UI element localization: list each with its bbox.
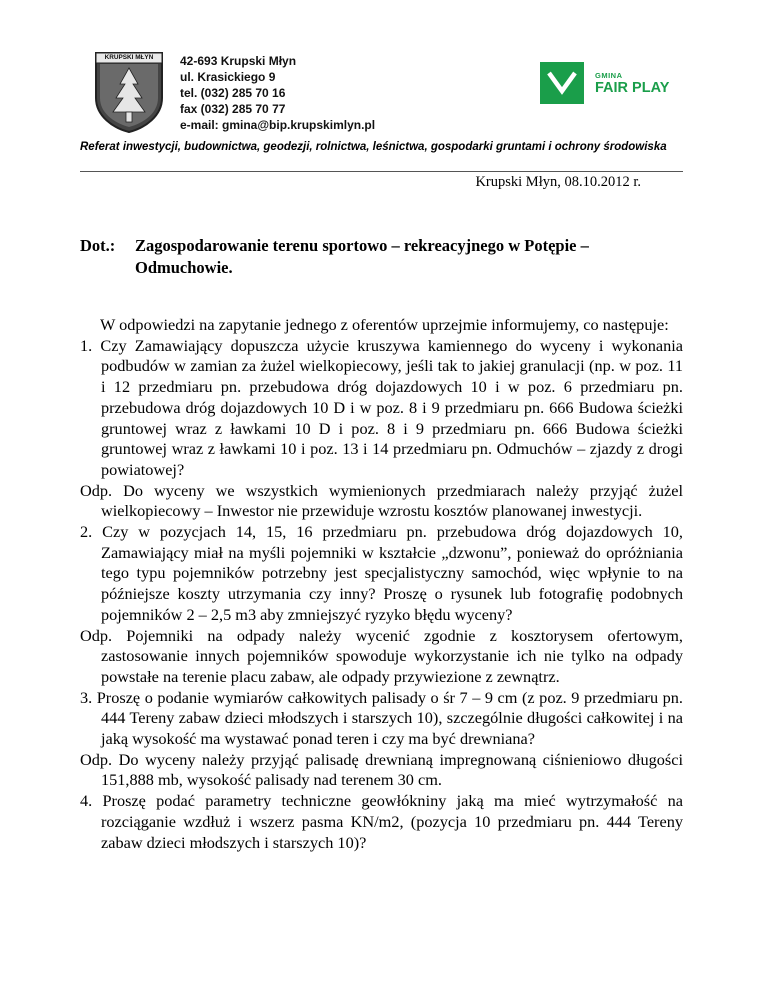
answer-3: Odp. Do wyceny należy przyjąć palisadę drewnianą impregnowaną ciśnieniowo długości 151,888 mb, wysokość palisady nad terenem 30 cm. bbox=[80, 749, 683, 790]
question-1: 1. Czy Zamawiający dopuszcza użycie kruszywa kamiennego do wyceny i wykonania podbudów w zamian za żużel wielkopiecowy, jeśli tak to jakiej granulacji (np. w poz. 11 i 12 przedmiaru pn. przebudowa dróg dojazdowych 10 i w poz. 6 przedmiaru pn. przebudowa dróg dojazdowych 10 D i w poz. 8 i 9 przedmiaru pn. 666 Budowa ścieżki gruntowej wraz z ławkami 10 D i poz. 8 i 9 przedmiaru pn. 666 Budowa ścieżki gruntowej wraz z ławkami 10 i poz. 13 i 14 przedmiaru pn. Odmuchów – zjazdy z drogi powiatowej? bbox=[80, 335, 683, 479]
header-divider bbox=[80, 171, 683, 172]
fair-play-small-text: GMINA bbox=[595, 71, 623, 80]
address-line: 42-693 Krupski Młyn bbox=[180, 54, 297, 68]
emblem-text: KRUPSKI MŁYN bbox=[104, 54, 154, 61]
letter-date: Krupski Młyn, 08.10.2012 r. bbox=[475, 174, 641, 190]
letter-body bbox=[80, 315, 683, 853]
intro-paragraph: W odpowiedzi na zapytanie jednego z oferentów uprzejmie informujemy, co następuje: bbox=[100, 315, 669, 334]
answer-1: Odp. Do wyceny we wszystkich wymienionych przedmiarach należy przyjąć żużel wielkopiecowy – Inwestor nie przewiduje wzrostu kosztów planowanej inwestycji. bbox=[80, 480, 683, 521]
department-name: Referat inwestycji, budownictwa, geodezji, rolnictwa, leśnictwa, gospodarki gruntami i ochrony środowiska bbox=[80, 141, 667, 153]
subject-block bbox=[80, 235, 700, 279]
municipality-emblem bbox=[93, 50, 165, 134]
address-block bbox=[180, 53, 440, 133]
answer-2: Odp. Pojemniki na odpady należy wycenić zgodnie z kosztorysem ofertowym, zastosowanie innych pojemników spowoduje wykorzystanie ich nie tylko na odpady powstałe na terenie placu zabaw, ale odpady przywiezione z zewnątrz. bbox=[80, 625, 683, 686]
phone-line: tel. (032) 285 70 16 bbox=[180, 86, 286, 100]
question-4: 4. Proszę podać parametry techniczne geowłókniny jaką ma mieć wytrzymałość na rozciąganie wzdłuż i wszerz pasma KN/m2, (pozycja 10 przedmiaru pn. 444 Tereny zabaw dzieci młodszych i starszych 10)? bbox=[80, 791, 683, 852]
fax-line: fax (032) 285 70 77 bbox=[180, 102, 286, 116]
address-line: ul. Krasickiego 9 bbox=[180, 70, 276, 84]
email-line: e-mail: gmina@bip.krupskimlyn.pl bbox=[180, 118, 376, 132]
subject-line-1: Zagospodarowanie terenu sportowo – rekreacyjnego w Potępie – bbox=[135, 236, 589, 255]
question-2: 2. Czy w pozycjach 14, 15, 16 przedmiaru pn. przebudowa dróg dojazdowych 10, Zamawiający miał na myśli pojemniki w kształcie „dzwonu”, ponieważ do opróżniania tego typu pojemników potrzebny jest specjalistyczny samochód, więc wpłynie to na późniejsze koszty utrzymania czy inny? Proszę o rysunek lub fotografię podobnych pojemników 2 – 2,5 m3 aby zmniejszyć ryzyko błędu wyceny? bbox=[80, 522, 683, 624]
fair-play-v-icon bbox=[540, 62, 584, 104]
fair-play-big-text: FAIR PLAY bbox=[595, 80, 670, 96]
question-3: 3. Proszę o podanie wymiarów całkowitych palisady o śr 7 – 9 cm (z poz. 9 przedmiaru pn. 444 Tereny zabaw dzieci młodszych i starszych 10), szczególnie długości całkowitej i na jaką wysokość ma wystawać ponad teren i czy ma być drewniana? bbox=[80, 687, 683, 749]
subject-line-2: Odmuchowie. bbox=[135, 258, 233, 277]
fair-play-logo bbox=[540, 62, 680, 106]
subject-label: Dot.: bbox=[80, 236, 116, 255]
